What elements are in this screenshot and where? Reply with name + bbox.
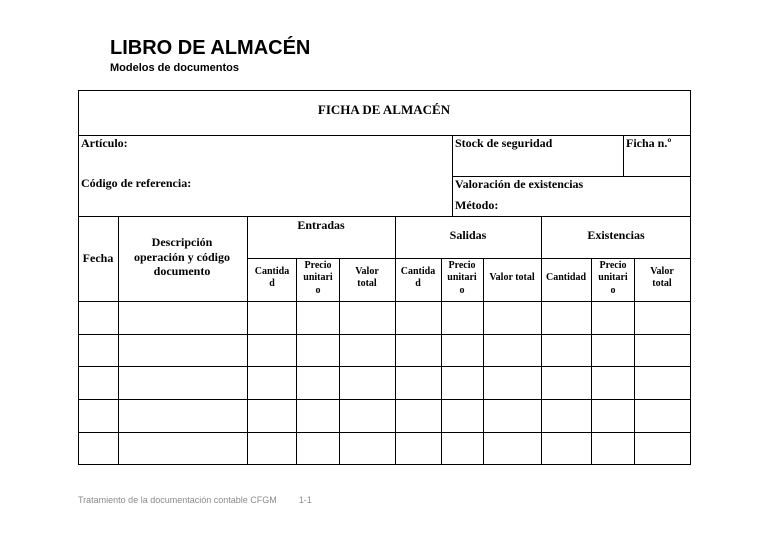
document-subtitle: Modelos de documentos [110, 62, 239, 74]
entradas-valor-1: Valor [355, 266, 379, 277]
existencias-precio-3: o [610, 285, 616, 296]
salidas-precio-3: o [459, 285, 465, 296]
entradas-header: Entradas [297, 218, 345, 232]
entradas-precio-2: unitari [303, 272, 333, 283]
existencias-valor-2: total [652, 278, 672, 289]
articulo-label: Artículo: [81, 136, 128, 150]
existencias-cantidad: Cantidad [545, 272, 587, 283]
salidas-subheaders [401, 260, 535, 296]
entradas-cantidad-2: d [269, 278, 275, 289]
entradas-valor-2: total [357, 278, 377, 289]
salidas-cantidad-1: Cantida [400, 266, 436, 277]
descripcion-line-1: Descripción [151, 235, 213, 249]
ficha-numero-label: Ficha n.º [626, 136, 672, 150]
existencias-subheaders [546, 260, 674, 296]
existencias-precio-2: unitari [598, 272, 628, 283]
existencias-valor-1: Valor [650, 266, 674, 277]
salidas-precio-2: unitari [447, 272, 477, 283]
stock-seguridad-label: Stock de seguridad [455, 136, 553, 150]
document-title: LIBRO DE ALMACÉN [110, 37, 311, 59]
ficha-almacen-form [78, 90, 691, 465]
existencias-precio-1: Precio [599, 260, 627, 271]
valoracion-existencias-label: Valoración de existencias [455, 177, 584, 191]
salidas-cantidad-2: d [415, 278, 421, 289]
codigo-referencia-label: Código de referencia: [81, 176, 192, 190]
metodo-label: Método: [455, 198, 499, 212]
form-title: FICHA DE ALMACÉN [317, 102, 451, 117]
entradas-precio-1: Precio [304, 260, 332, 271]
entradas-precio-3: o [315, 285, 321, 296]
page-number: 1-1 [298, 495, 312, 505]
existencias-header: Existencias [587, 228, 645, 242]
descripcion-header [134, 235, 230, 278]
salidas-header: Salidas [449, 228, 487, 242]
footer-text: Tratamiento de la documentación contable CFGM [78, 495, 277, 505]
entradas-subheaders [255, 260, 380, 296]
salidas-precio-1: Precio [448, 260, 476, 271]
entradas-cantidad-1: Cantida [254, 266, 290, 277]
page-footer [78, 495, 312, 505]
salidas-valor-total: Valor total [489, 272, 535, 283]
descripcion-line-2: operación y código [134, 250, 230, 264]
fecha-header: Fecha [82, 251, 114, 265]
descripcion-line-3: documento [153, 264, 211, 278]
